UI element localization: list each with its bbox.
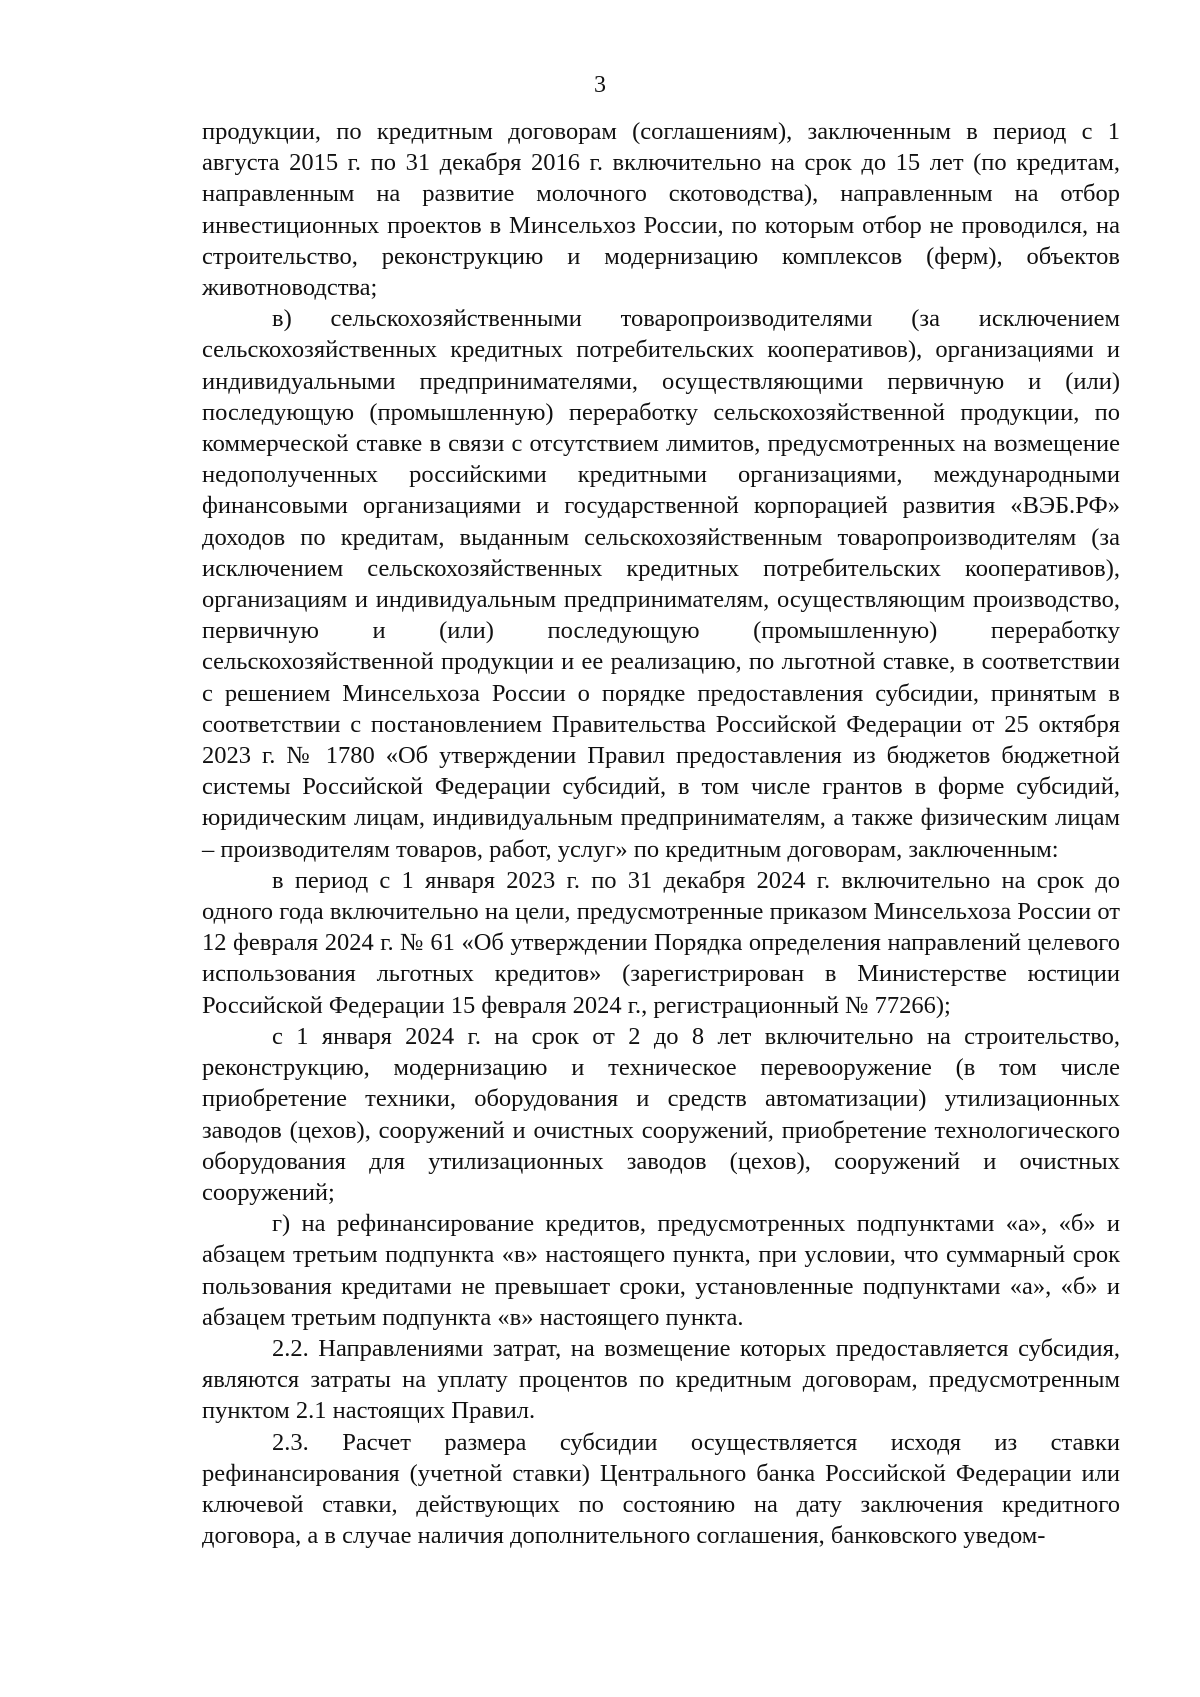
paragraph-period-2023-2024: в период с 1 января 2023 г. по 31 декабря 2024 г. включительно на срок до одного года включительно на цели, предусмотренные приказом Минсельхоза России от 12 февраля 2024 г. № 61 «Об утверждении Порядка определения направлений целевого использования льготных кредитов» (зарегистрирован в Министерстве юстиции Российской Федерации 15 февраля 2024 г., регистрационный № 77266); (202, 866, 1120, 1019)
paragraph-from-2024: с 1 января 2024 г. на срок от 2 до 8 лет включительно на строительство, реконструкцию, модернизацию и техническое перевооружение (в том числе приобретение техники, оборудования и средств автоматизации) утилизационных заводов (цехов), сооружений и очистных сооружений, приобретение технологического оборудования для утилизационных заводов (цехов), сооружений и очистных сооружений; (202, 1022, 1120, 1206)
document-body (202, 116, 1120, 1551)
paragraph-subitem-g: г) на рефинансирование кредитов, предусмотренных подпунктами «а», «б» и абзацем третьим подпункта «в» настоящего пункта, при условии, что суммарный срок пользования кредитами не превышает сроки, установленные подпунктами «а», «б» и абзацем третьим подпункта «в» настоящего пункта. (202, 1210, 1120, 1331)
paragraph-clause-2-2: 2.2. Направлениями затрат, на возмещение которых предоставляется субсидия, являются затраты на уплату процентов по кредитным договорам, предусмотренным пунктом 2.1 настоящих Правил. (202, 1334, 1120, 1425)
paragraph-clause-2-3: 2.3. Расчет размера субсидии осуществляется исходя из ставки рефинансирования (учетной ставки) Центрального банка Российской Федерации или ключевой ставки, действующих по состоянию на дату заключения кредитного договора, а в случае наличия дополнительного соглашения, банковского уведом- (202, 1428, 1120, 1550)
paragraph-continuation: продукции, по кредитным договорам (соглашениям), заключенным в период с 1 августа 2015 г. по 31 декабря 2016 г. включительно на срок до 15 лет (по кредитам, направленным на развитие молочного скотоводства), направленным на отбор инвестиционных проектов в Минсельхоз России, по которым отбор не проводился, на строительство, реконструкцию и модернизацию комплексов (ферм), объектов животноводства; (202, 118, 1120, 302)
page-number: 3 (594, 72, 606, 98)
paragraph-subitem-v: в) сельскохозяйственными товаропроизводителями (за исключением сельскохозяйственных кредитных потребительских кооперативов), организациями и индивидуальными предпринимателями, осуществляющими первичную и (или) последующую (промышленную) переработку сельскохозяйственной продукции, по коммерческой ставке в связи с отсутствием лимитов, предусмотренных на возмещение недополученных российскими кредитными организациями, международными финансовыми организациями и государственной корпорацией развития «ВЭБ.РФ» доходов по кредитам, выданным сельскохозяйственным товаропроизводителям (за исключением сельскохозяйственных кредитных потребительских кооперативов), организациям и индивидуальным предпринимателям, осуществляющим производство, первичную и (или) последующую (промышленную) переработку сельскохозяйственной продукции и ее реализацию, по льготной ставке, в соответствии с решением Минсельхоза России о порядке предоставления субсидии, принятым в соответствии с постановлением Правительства Российской Федерации от 25 октября 2023 г. № 1780 «Об утверждении Правил предоставления из бюджетов бюджетной системы Российской Федерации субсидий, в том числе грантов в форме субсидий, юридическим лицам, индивидуальным предпринимателям, а также физическим лицам – производителям товаров, работ, услуг» по кредитным договорам, заключенным: (202, 305, 1120, 863)
